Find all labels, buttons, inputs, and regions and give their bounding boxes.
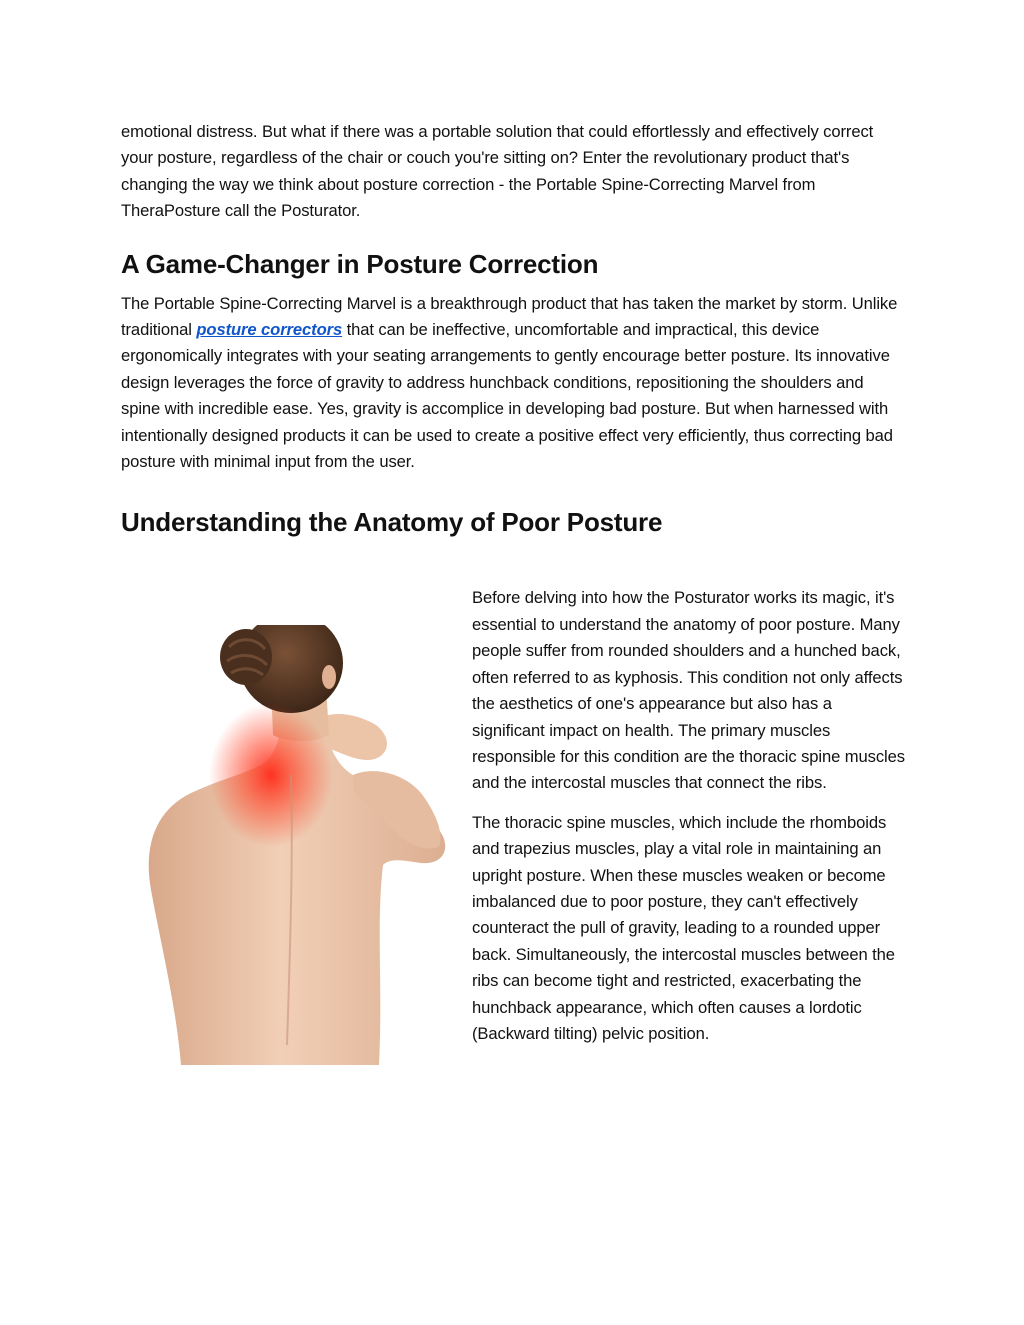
- pain-area: [209, 703, 333, 847]
- game-changer-paragraph: [121, 291, 907, 476]
- anatomy-paragraph-2: The thoracic spine muscles, which include the rhomboids and trapezius muscles, play a vital role in maintaining an upright posture. When these muscles weaken or become imbalanced due to poor posture, they can't effectively counteract the pull of gravity, leading to a rounded upper back. Simultaneously, the intercostal muscles between the ribs can become tight and restricted, exacerbating the hunchback appearance, which often causes a lordotic (Backward tilting) pelvic position.: [472, 812, 895, 1043]
- neck-pain-illustration: [121, 625, 466, 1065]
- hair-bun-shape: [220, 629, 272, 685]
- woman-neck-pain-image: [121, 625, 466, 1065]
- heading-anatomy: Understanding the Anatomy of Poor Posture: [121, 507, 663, 538]
- document-page: [121, 119, 907, 1065]
- heading-game-changer: A Game-Changer in Posture Correction: [121, 248, 599, 279]
- ear-shape: [322, 665, 336, 689]
- anatomy-section: [121, 585, 907, 1047]
- game-changer-text-before-link: The Portable Spine-Correcting Marvel is a breakthrough product that has taken the market by storm. Unlike traditional: [121, 293, 898, 340]
- anatomy-paragraph-1: Before delving into how the Posturator works its magic, it's essential to understand the anatomy of poor posture. Many people suffer from rounded shoulders and a hunched back, often referred to as kyphosis. This condition not only affects the aesthetics of one's appearance but also has a significant impact on health. The primary muscles responsible for this condition are the thoracic spine muscles and the intercostal muscles that connect the ribs.: [472, 588, 905, 793]
- intro-paragraph: emotional distress. But what if there was a portable solution that could effortlessly and effectively correct your posture, regardless of the chair or couch you're sitting on? Enter the revolutionary product that's changing the way we think about posture correction - the Portable Spine-Correcting Marvel from TheraPosture call the Posturator.: [121, 122, 874, 221]
- game-changer-text-after-link: that can be ineffective, uncomfortable and impractical, this device ergonomically integrates with your seating arrangements to gently encourage better posture. Its innovative design leverages the force of gravity to address hunchback conditions, repositioning the shoulders and spine with incredible ease. Yes, gravity is accomplice in developing bad posture. But when harnessed with intentionally designed products it can be used to create a positive effect very efficiently, thus correcting bad posture with minimal input from the user.: [121, 320, 893, 472]
- posture-correctors-link[interactable]: posture correctors: [196, 320, 343, 340]
